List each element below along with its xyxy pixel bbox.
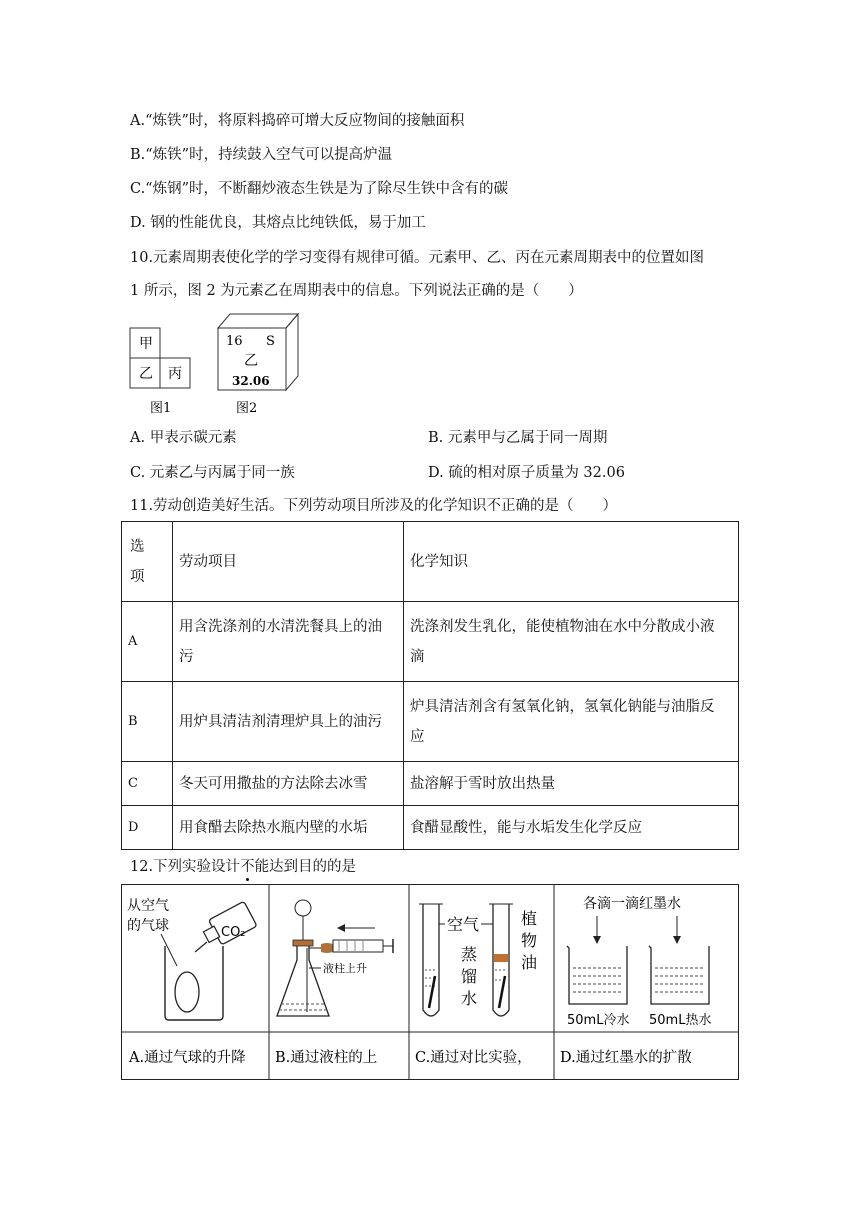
row-a-option: A	[122, 602, 173, 682]
fig2-caption: 图2	[236, 401, 258, 416]
fig2-atomic-number: 16	[226, 334, 243, 349]
q10-figures	[128, 312, 318, 420]
row-c-knowledge: 盐溶解于雪时放出热量	[404, 762, 739, 806]
table-row	[122, 806, 739, 850]
figb-liquid-rise-label: 液柱上升	[323, 962, 367, 975]
figd-hot-label: 50mL热水	[649, 1013, 712, 1028]
table-header-row	[122, 522, 739, 602]
row-c-item: 冬天可用撒盐的方法除去冰雪	[173, 762, 404, 806]
q9-option-b: B.“炼铁”时，持续鼓入空气可以提高炉温	[130, 147, 393, 163]
table-row	[122, 602, 739, 682]
header-option: 选项	[122, 522, 173, 602]
figc-oil-char3: 油	[521, 953, 538, 972]
q12-option-a: A.通过气球的升降	[129, 1050, 246, 1066]
q9-option-d: D. 钢的性能优良，其熔点比纯铁低，易于加工	[130, 215, 426, 231]
q10-option-b: B. 元素甲与乙属于同一周期	[428, 430, 608, 446]
fig1-cell-bing: 丙	[168, 366, 182, 382]
figa-gas-label: CO₂	[221, 925, 246, 940]
row-d-knowledge: 食醋显酸性，能与水垢发生化学反应	[404, 806, 739, 850]
figa-label-line2: 的气球	[127, 918, 169, 934]
row-c-option: C	[122, 762, 173, 806]
q10-stem-line1: 10.元素周期表使化学的学习变得有规律可循。元素甲、乙、丙在元素周期表中的位置如图	[130, 250, 705, 266]
q12-stem: 12.下列实验设计不能达到目的的是	[130, 859, 357, 875]
row-b-knowledge: 炉具清洁剂含有氢氧化钠，氢氧化钠能与油脂反 应	[404, 682, 739, 762]
q12-option-d: D.通过红墨水的扩散	[560, 1050, 692, 1066]
row-a-item: 用含洗涤剂的水清洗餐具上的油 污	[173, 602, 404, 682]
header-labor-item: 劳动项目	[173, 522, 404, 602]
test-tubes-nail-diagram	[419, 904, 537, 1016]
fig2-symbol: S	[266, 334, 275, 349]
periodic-table-fragment-fig1	[130, 328, 190, 416]
fig1-cell-yi: 乙	[139, 366, 153, 382]
figc-oil-char1: 植	[521, 909, 538, 928]
table-row	[122, 762, 739, 806]
row-d-option: D	[122, 806, 173, 850]
figc-air-label: 空气	[447, 915, 480, 934]
flask-syringe-diagram	[277, 900, 393, 1016]
row-b-item: 用炉具清洁剂清理炉具上的油污	[173, 682, 404, 762]
balloon-beaker-diagram	[127, 897, 257, 1020]
fig1-caption: 图1	[150, 401, 172, 416]
q12-experiment-table	[121, 884, 739, 1080]
figc-oil-char2: 物	[521, 931, 538, 950]
row-d-item: 用食醋去除热水瓶内壁的水垢	[173, 806, 404, 850]
fig2-element-name: 乙	[244, 353, 258, 369]
q10-option-c: C. 元素乙与丙属于同一族	[130, 465, 295, 481]
q10-stem-line2: 1 所示，图 2 为元素乙在周期表中的信息。下列说法正确的是（ ）	[130, 283, 583, 299]
q9-option-a: A.“炼铁”时，将原料捣碎可增大反应物间的接触面积	[130, 113, 465, 129]
emphasis-dot-char: 不	[240, 859, 255, 875]
fig2-atomic-mass: 32.06	[232, 374, 270, 388]
beakers-red-ink-diagram	[567, 895, 711, 1028]
figd-cold-label: 50mL冷水	[567, 1013, 630, 1028]
element-cube-fig2	[218, 314, 298, 416]
fig1-cell-jia: 甲	[139, 336, 153, 352]
figc-water-char1: 蒸	[461, 945, 478, 964]
figc-water-char2: 馏	[461, 967, 478, 986]
header-chem-knowledge: 化学知识	[404, 522, 739, 602]
q12-option-c: C.通过对比实验，	[415, 1050, 532, 1066]
q9-option-c: C.“炼钢”时，不断翻炒液态生铁是为了除尽生铁中含有的碳	[130, 181, 509, 197]
table-row	[122, 682, 739, 762]
row-a-knowledge: 洗涤剂发生乳化，能使植物油在水中分散成小液 滴	[404, 602, 739, 682]
q12-option-b: B.通过液柱的上	[275, 1050, 378, 1066]
q10-option-d: D. 硫的相对原子质量为 32.06	[428, 465, 625, 481]
q11-stem: 11.劳动创造美好生活。下列劳动项目所涉及的化学知识不正确的是（ ）	[130, 498, 618, 514]
q11-table	[121, 521, 739, 850]
figc-water-char3: 水	[461, 989, 478, 1008]
figa-label-line1: 从空气	[127, 898, 169, 914]
q10-option-a: A. 甲表示碳元素	[130, 430, 237, 446]
figd-top-label: 各滴一滴红墨水	[583, 896, 681, 912]
row-b-option: B	[122, 682, 173, 762]
